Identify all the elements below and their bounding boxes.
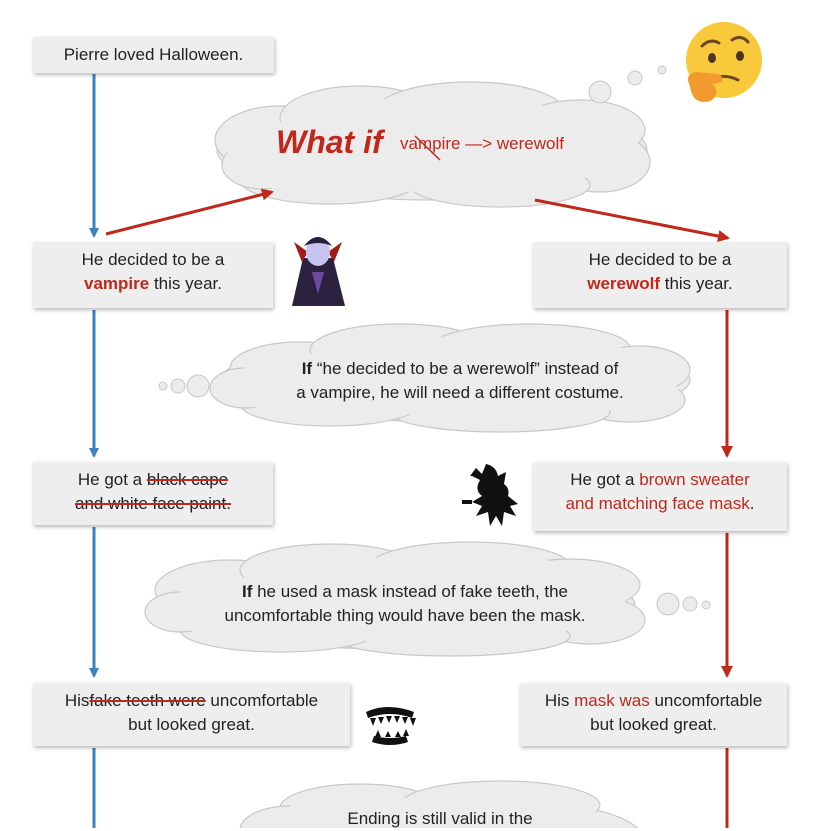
what-if-new: werewolf	[496, 134, 564, 153]
right-box-1-line1: He decided to be a	[588, 250, 732, 269]
cloud-2-line2: a vampire, he will need a different costume.	[296, 383, 624, 402]
what-if-substitution	[400, 134, 564, 154]
start-box	[33, 37, 274, 73]
right-box-2	[533, 462, 787, 531]
right-box-2-red-1: brown sweater	[639, 470, 750, 489]
right-box-1	[533, 242, 787, 308]
left-box-3-post: uncomfortable	[210, 691, 319, 710]
cloud-3-if: If	[241, 582, 253, 601]
what-if-title: What if	[276, 124, 383, 160]
thought-bubbles-top	[589, 66, 666, 103]
right-box-1-rest: this year.	[664, 274, 733, 293]
werewolf-icon	[462, 464, 518, 526]
left-box-3-line2: but looked great.	[128, 715, 255, 734]
left-box-1	[33, 242, 273, 308]
left-box-2-struck-2: and white face paint.	[75, 494, 231, 513]
fangs-icon	[366, 707, 416, 745]
cloud-2-text	[240, 357, 680, 405]
right-box-3-line2: but looked great.	[590, 715, 717, 734]
left-box-3	[33, 683, 350, 746]
right-box-2-end: .	[749, 494, 755, 513]
right-box-2-pre: He got a	[570, 470, 635, 489]
left-box-2-pre: He got a	[77, 470, 143, 489]
thought-bubbles-2	[159, 375, 209, 397]
cloud-4-line1: Ending is still valid in the	[347, 809, 533, 828]
left-box-1-keyword: vampire	[84, 274, 150, 293]
left-box-1-line1: He decided to be a	[81, 250, 225, 269]
left-box-2-struck-1: black cape	[146, 470, 229, 489]
left-box-3-struck: fake teeth were	[89, 691, 206, 710]
right-box-1-keyword: werewolf	[587, 274, 660, 293]
thought-bubbles-3	[657, 593, 710, 615]
right-box-3	[520, 683, 787, 746]
cloud-2-line1: “he decided to be a werewolf” instead of	[316, 359, 619, 378]
right-box-3-red: mask was	[574, 691, 650, 710]
left-box-2	[33, 462, 273, 525]
thinking-face-icon	[686, 22, 762, 102]
vampire-icon	[292, 237, 345, 306]
cloud-4-text	[270, 807, 610, 831]
cloud-3-text	[175, 580, 635, 628]
cloud-2-if: If	[301, 359, 313, 378]
left-box-1-rest: this year.	[153, 274, 222, 293]
right-box-3-post: uncomfortable	[654, 691, 763, 710]
right-box-3-pre: His	[544, 691, 570, 710]
start-box-text: Pierre loved Halloween.	[63, 45, 244, 64]
cloud-3-line1: he used a mask instead of fake teeth, the	[257, 582, 569, 601]
left-box-3-pre: His	[64, 691, 90, 710]
what-if-old: vampire	[400, 134, 461, 153]
cloud-3-line2: uncomfortable thing would have been the mask.	[224, 606, 586, 625]
what-if-arrow: —>	[465, 134, 493, 153]
right-box-2-red-2: and matching face mask	[565, 494, 750, 513]
